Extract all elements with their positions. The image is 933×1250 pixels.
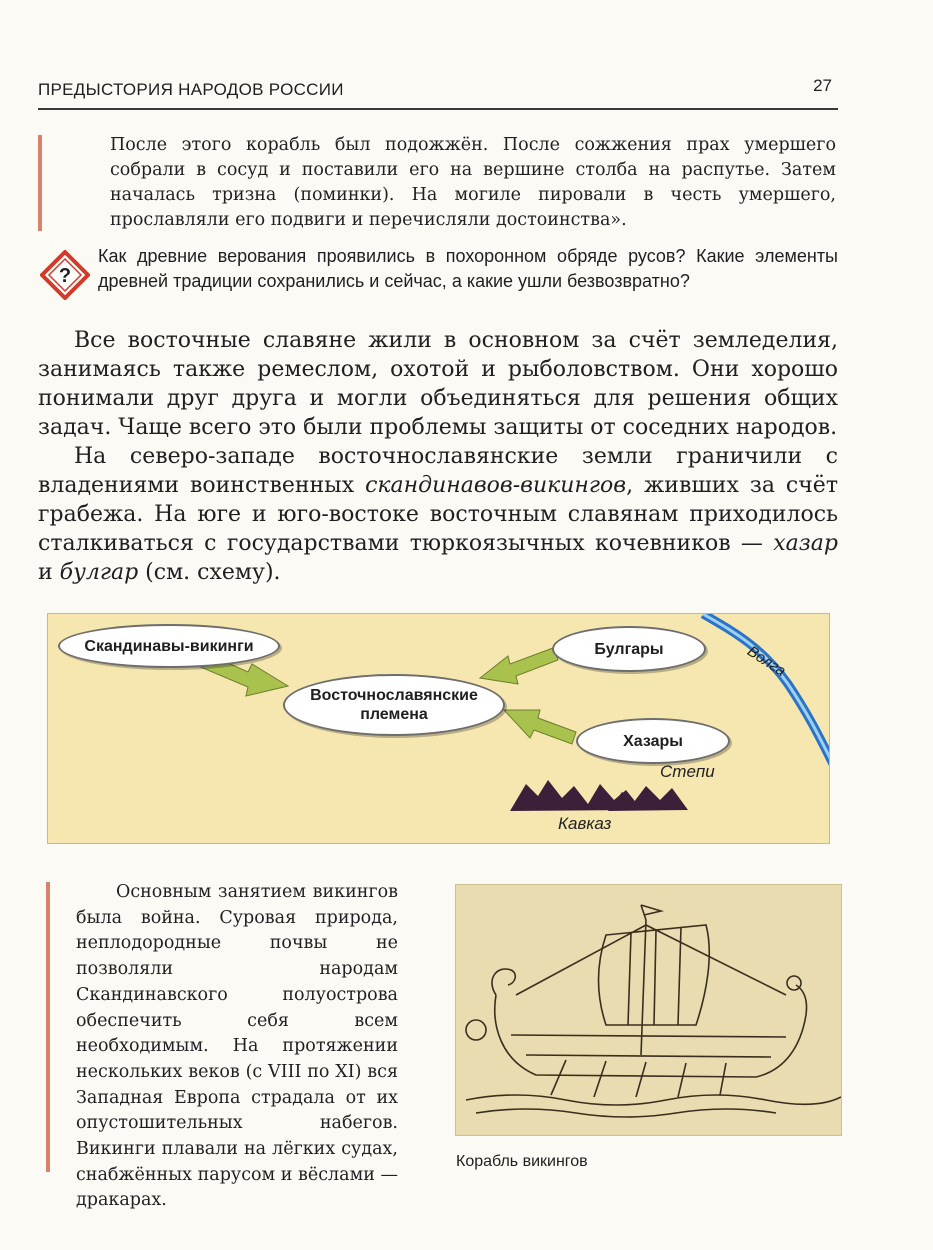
caucasus-mountains: [510, 780, 688, 811]
main-text: [38, 326, 838, 587]
term-scandinavians: скандинавов-викингов: [365, 473, 627, 498]
question-icon: [40, 250, 90, 300]
node-bulgars: Булгары: [552, 626, 706, 672]
paragraph-2: На северо-западе восточнославянские земли граничили с владениями воинственных скандинавов-викингов, живших за счёт грабежа. На юге и юго-востоке восточным славянам приходилось сталкиваться с государствами тюркоязычных кочевников — хазар и булгар (см. схему).: [38, 444, 838, 585]
viking-ship-illustration: [455, 884, 842, 1136]
arrow-bulgars: [480, 648, 558, 684]
quote-accent-bar: [38, 135, 42, 231]
quote-text: После этого корабль был подожжён. После сожжения прах умершего собрали в сосуд и поставили его на вершине столба на распутье. Затем началась тризна (поминки). На могиле пировали в честь умершего, прославляли его подвиги и перечисляли достоинства».: [110, 135, 836, 230]
scheme-diagram: [47, 613, 830, 844]
question-text: Как древние верования проявились в похоронном обряде русов? Какие элементы древней традиции сохранились и сейчас, а какие ушли безвозвратно?: [98, 246, 838, 291]
east-slavs-line-1: Восточнославянские: [310, 687, 478, 704]
steppes-label: Степи: [660, 762, 715, 781]
sidebar-text: Основным занятием викингов была война. Суровая природа, неплодородные почвы не позволяли народам Скандинавского полуострова обеспечить себя всем необходимым. На протяжении нескольких веков (с VIII по XI) вся Западная Европа страдала от их опустошительных набегов. Викинги плавали на лёгких судах, снабжённых парусом и вёслами — дракарах.: [76, 882, 398, 1211]
arrow-khazars: [504, 710, 576, 744]
volga-label: Волга: [744, 642, 789, 680]
question-block: [38, 244, 838, 320]
question-icon-label: ?: [58, 265, 72, 287]
chapter-title: ПРЕДЫСТОРИЯ НАРОДОВ РОССИИ: [38, 80, 344, 99]
page-header: [38, 74, 838, 110]
term-khazars: хазар: [773, 531, 838, 556]
illustration-caption: Корабль викингов: [456, 1153, 588, 1170]
east-slavs-line-2: племена: [360, 706, 428, 723]
quote-block: [38, 133, 838, 233]
caucasus-label: Кавказ: [558, 814, 612, 833]
sidebar-accent-bar: [46, 882, 50, 1172]
node-east-slavs: [283, 674, 505, 736]
page-number: 27: [813, 76, 832, 95]
node-khazars: Хазары: [576, 718, 730, 764]
ship-drawing: [456, 885, 841, 1135]
paragraph-1: Все восточные славяне жили в основном за счёт земледелия, занимаясь также ремеслом, охотой и рыболовством. Они хорошо понимали друг друга и могли объединяться для решения общих задач. Чаще всего это были проблемы защиты от соседних народов.: [38, 328, 838, 440]
term-bulgars: булгар: [59, 560, 139, 585]
node-scandinavians: Скандинавы-викинги: [58, 624, 280, 668]
